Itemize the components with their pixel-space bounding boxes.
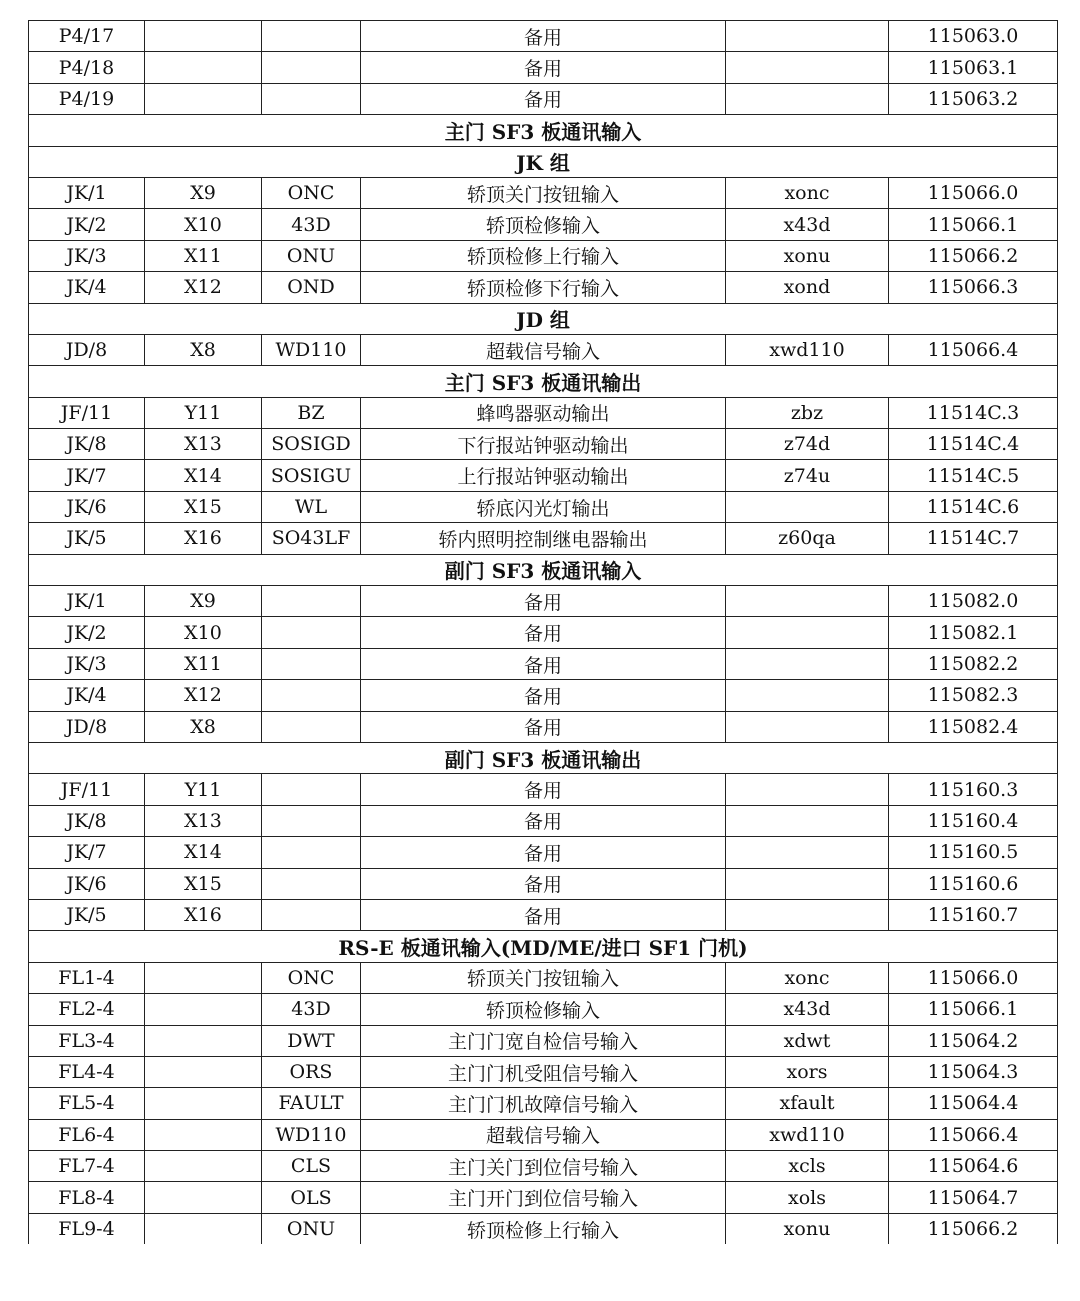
address-cell: 115066.4 bbox=[889, 334, 1058, 365]
terminal-cell: JK/5 bbox=[29, 899, 145, 930]
address-cell: 115066.4 bbox=[889, 1119, 1058, 1150]
table-row bbox=[29, 774, 1058, 805]
variable-cell: xwd110 bbox=[726, 1119, 889, 1150]
terminal-cell: JK/4 bbox=[29, 272, 145, 303]
table-row bbox=[29, 711, 1058, 742]
section-header-row bbox=[29, 742, 1058, 773]
terminal-cell: JF/11 bbox=[29, 397, 145, 428]
terminal-cell: JD/8 bbox=[29, 334, 145, 365]
table-row bbox=[29, 83, 1058, 114]
description-cell: 主门关门到位信号输入 bbox=[361, 1151, 726, 1182]
description-cell: 轿顶检修输入 bbox=[361, 994, 726, 1025]
table-row bbox=[29, 21, 1058, 52]
description-cell: 轿顶关门按钮输入 bbox=[361, 962, 726, 993]
terminal-cell: P4/19 bbox=[29, 83, 145, 114]
variable-cell bbox=[726, 491, 889, 522]
io-cell: X13 bbox=[145, 429, 262, 460]
description-cell: 备用 bbox=[361, 774, 726, 805]
table-row bbox=[29, 1151, 1058, 1182]
variable-cell bbox=[726, 648, 889, 679]
io-cell: X9 bbox=[145, 177, 262, 208]
signal-cell bbox=[262, 837, 361, 868]
address-cell: 115082.3 bbox=[889, 680, 1058, 711]
terminal-cell: JK/8 bbox=[29, 429, 145, 460]
description-cell: 主门门宽自检信号输入 bbox=[361, 1025, 726, 1056]
description-cell: 下行报站钟驱动输出 bbox=[361, 429, 726, 460]
io-cell: X14 bbox=[145, 460, 262, 491]
address-cell: 115064.6 bbox=[889, 1151, 1058, 1182]
table-row bbox=[29, 1025, 1058, 1056]
description-cell: 轿顶关门按钮输入 bbox=[361, 177, 726, 208]
table-row bbox=[29, 523, 1058, 554]
terminal-cell: JK/7 bbox=[29, 837, 145, 868]
io-cell bbox=[145, 1088, 262, 1119]
table-row bbox=[29, 1213, 1058, 1244]
address-cell: 115063.1 bbox=[889, 52, 1058, 83]
variable-cell: xonc bbox=[726, 177, 889, 208]
signal-cell bbox=[262, 83, 361, 114]
description-cell: 轿顶检修上行输入 bbox=[361, 1213, 726, 1244]
description-cell: 轿顶检修输入 bbox=[361, 209, 726, 240]
table-row bbox=[29, 272, 1058, 303]
signal-cell: WD110 bbox=[262, 334, 361, 365]
variable-cell bbox=[726, 899, 889, 930]
io-cell: X16 bbox=[145, 523, 262, 554]
signal-cell bbox=[262, 774, 361, 805]
terminal-cell: JK/5 bbox=[29, 523, 145, 554]
variable-cell bbox=[726, 711, 889, 742]
signal-cell bbox=[262, 805, 361, 836]
address-cell: 11514C.6 bbox=[889, 491, 1058, 522]
description-cell: 备用 bbox=[361, 899, 726, 930]
table-row bbox=[29, 586, 1058, 617]
address-cell: 115066.3 bbox=[889, 272, 1058, 303]
description-cell: 轿顶检修下行输入 bbox=[361, 272, 726, 303]
terminal-cell: JK/1 bbox=[29, 177, 145, 208]
description-cell: 备用 bbox=[361, 617, 726, 648]
signal-cell: ONU bbox=[262, 1213, 361, 1244]
variable-cell: xcls bbox=[726, 1151, 889, 1182]
description-cell: 备用 bbox=[361, 21, 726, 52]
section-header: RS-E 板通讯输入(MD/ME/进口 SF1 门机) bbox=[29, 931, 1058, 962]
section-header: JK 组 bbox=[29, 146, 1058, 177]
variable-cell: xonu bbox=[726, 240, 889, 271]
signal-cell: DWT bbox=[262, 1025, 361, 1056]
terminal-cell: JK/6 bbox=[29, 491, 145, 522]
terminal-cell: FL8-4 bbox=[29, 1182, 145, 1213]
address-cell: 11514C.7 bbox=[889, 523, 1058, 554]
address-cell: 115064.2 bbox=[889, 1025, 1058, 1056]
address-cell: 115064.7 bbox=[889, 1182, 1058, 1213]
table-row bbox=[29, 1182, 1058, 1213]
table-row bbox=[29, 177, 1058, 208]
variable-cell bbox=[726, 774, 889, 805]
variable-cell: xdwt bbox=[726, 1025, 889, 1056]
terminal-cell: JF/11 bbox=[29, 774, 145, 805]
io-cell: X13 bbox=[145, 805, 262, 836]
signal-cell: WL bbox=[262, 491, 361, 522]
terminal-cell: JK/4 bbox=[29, 680, 145, 711]
variable-cell: x43d bbox=[726, 994, 889, 1025]
io-cell: X8 bbox=[145, 334, 262, 365]
terminal-cell: FL5-4 bbox=[29, 1088, 145, 1119]
signal-cell: WD110 bbox=[262, 1119, 361, 1150]
table-row bbox=[29, 648, 1058, 679]
address-cell: 115066.1 bbox=[889, 994, 1058, 1025]
table-row bbox=[29, 334, 1058, 365]
section-header: 主门 SF3 板通讯输出 bbox=[29, 366, 1058, 397]
terminal-cell: FL6-4 bbox=[29, 1119, 145, 1150]
terminal-cell: FL1-4 bbox=[29, 962, 145, 993]
address-cell: 115082.4 bbox=[889, 711, 1058, 742]
variable-cell: z74u bbox=[726, 460, 889, 491]
io-cell: X10 bbox=[145, 209, 262, 240]
variable-cell: z74d bbox=[726, 429, 889, 460]
io-cell: X11 bbox=[145, 648, 262, 679]
io-cell: X14 bbox=[145, 837, 262, 868]
signal-cell: SO43LF bbox=[262, 523, 361, 554]
description-cell: 轿底闪光灯输出 bbox=[361, 491, 726, 522]
io-cell bbox=[145, 52, 262, 83]
table-row bbox=[29, 868, 1058, 899]
terminal-cell: JK/2 bbox=[29, 209, 145, 240]
terminal-cell: JK/3 bbox=[29, 648, 145, 679]
description-cell: 备用 bbox=[361, 680, 726, 711]
terminal-cell: JK/8 bbox=[29, 805, 145, 836]
description-cell: 主门门机受阻信号输入 bbox=[361, 1056, 726, 1087]
io-cell: X15 bbox=[145, 868, 262, 899]
signal-cell bbox=[262, 21, 361, 52]
signal-cell bbox=[262, 899, 361, 930]
terminal-cell: JK/6 bbox=[29, 868, 145, 899]
table-row bbox=[29, 209, 1058, 240]
signal-cell: OND bbox=[262, 272, 361, 303]
address-cell: 115066.0 bbox=[889, 962, 1058, 993]
address-cell: 115066.2 bbox=[889, 1213, 1058, 1244]
address-cell: 11514C.4 bbox=[889, 429, 1058, 460]
io-mapping-table bbox=[28, 20, 1058, 1244]
description-cell: 备用 bbox=[361, 837, 726, 868]
variable-cell bbox=[726, 617, 889, 648]
signal-cell bbox=[262, 680, 361, 711]
io-cell: X12 bbox=[145, 272, 262, 303]
address-cell: 115082.2 bbox=[889, 648, 1058, 679]
io-cell: X12 bbox=[145, 680, 262, 711]
io-cell bbox=[145, 1213, 262, 1244]
section-header-row bbox=[29, 146, 1058, 177]
variable-cell bbox=[726, 868, 889, 899]
variable-cell: xwd110 bbox=[726, 334, 889, 365]
section-header-row bbox=[29, 931, 1058, 962]
description-cell: 备用 bbox=[361, 711, 726, 742]
section-header: 副门 SF3 板通讯输出 bbox=[29, 742, 1058, 773]
address-cell: 115066.0 bbox=[889, 177, 1058, 208]
table-row bbox=[29, 899, 1058, 930]
variable-cell bbox=[726, 805, 889, 836]
io-cell: Y11 bbox=[145, 397, 262, 428]
io-cell: X11 bbox=[145, 240, 262, 271]
io-cell bbox=[145, 83, 262, 114]
terminal-cell: JK/3 bbox=[29, 240, 145, 271]
signal-cell bbox=[262, 648, 361, 679]
address-cell: 115160.6 bbox=[889, 868, 1058, 899]
io-cell: X9 bbox=[145, 586, 262, 617]
io-cell bbox=[145, 994, 262, 1025]
table-row bbox=[29, 429, 1058, 460]
description-cell: 主门门机故障信号输入 bbox=[361, 1088, 726, 1119]
variable-cell: xonc bbox=[726, 962, 889, 993]
io-cell: X16 bbox=[145, 899, 262, 930]
description-cell: 备用 bbox=[361, 805, 726, 836]
section-header: 主门 SF3 板通讯输入 bbox=[29, 115, 1058, 146]
io-cell: X15 bbox=[145, 491, 262, 522]
variable-cell: xonu bbox=[726, 1213, 889, 1244]
io-cell: X10 bbox=[145, 617, 262, 648]
description-cell: 上行报站钟驱动输出 bbox=[361, 460, 726, 491]
address-cell: 115064.3 bbox=[889, 1056, 1058, 1087]
variable-cell: x43d bbox=[726, 209, 889, 240]
signal-cell bbox=[262, 52, 361, 83]
signal-cell: SOSIGU bbox=[262, 460, 361, 491]
variable-cell bbox=[726, 837, 889, 868]
address-cell: 115160.5 bbox=[889, 837, 1058, 868]
terminal-cell: FL9-4 bbox=[29, 1213, 145, 1244]
signal-cell: FAULT bbox=[262, 1088, 361, 1119]
description-cell: 超载信号输入 bbox=[361, 334, 726, 365]
variable-cell bbox=[726, 680, 889, 711]
address-cell: 115066.1 bbox=[889, 209, 1058, 240]
signal-cell: ONC bbox=[262, 177, 361, 208]
table-row bbox=[29, 52, 1058, 83]
terminal-cell: FL3-4 bbox=[29, 1025, 145, 1056]
terminal-cell: FL7-4 bbox=[29, 1151, 145, 1182]
address-cell: 115082.0 bbox=[889, 586, 1058, 617]
signal-cell: 43D bbox=[262, 209, 361, 240]
signal-cell bbox=[262, 586, 361, 617]
description-cell: 蜂鸣器驱动输出 bbox=[361, 397, 726, 428]
address-cell: 115063.0 bbox=[889, 21, 1058, 52]
terminal-cell: P4/17 bbox=[29, 21, 145, 52]
signal-cell bbox=[262, 868, 361, 899]
signal-cell: 43D bbox=[262, 994, 361, 1025]
address-cell: 115063.2 bbox=[889, 83, 1058, 114]
terminal-cell: JK/2 bbox=[29, 617, 145, 648]
table-body bbox=[29, 21, 1058, 1245]
description-cell: 备用 bbox=[361, 648, 726, 679]
variable-cell: xond bbox=[726, 272, 889, 303]
signal-cell: OLS bbox=[262, 1182, 361, 1213]
section-header-row bbox=[29, 366, 1058, 397]
terminal-cell: P4/18 bbox=[29, 52, 145, 83]
description-cell: 备用 bbox=[361, 52, 726, 83]
table-row bbox=[29, 1056, 1058, 1087]
terminal-cell: JD/8 bbox=[29, 711, 145, 742]
io-cell bbox=[145, 1025, 262, 1056]
variable-cell bbox=[726, 83, 889, 114]
signal-cell: ONU bbox=[262, 240, 361, 271]
terminal-cell: FL4-4 bbox=[29, 1056, 145, 1087]
terminal-cell: FL2-4 bbox=[29, 994, 145, 1025]
io-cell bbox=[145, 1119, 262, 1150]
description-cell: 备用 bbox=[361, 868, 726, 899]
description-cell: 备用 bbox=[361, 83, 726, 114]
address-cell: 115160.3 bbox=[889, 774, 1058, 805]
table-row bbox=[29, 1088, 1058, 1119]
io-cell bbox=[145, 21, 262, 52]
variable-cell: xols bbox=[726, 1182, 889, 1213]
description-cell: 主门开门到位信号输入 bbox=[361, 1182, 726, 1213]
description-cell: 超载信号输入 bbox=[361, 1119, 726, 1150]
description-cell: 备用 bbox=[361, 586, 726, 617]
table-row bbox=[29, 994, 1058, 1025]
signal-cell: ORS bbox=[262, 1056, 361, 1087]
table-row bbox=[29, 962, 1058, 993]
section-header-row bbox=[29, 554, 1058, 585]
io-cell: Y11 bbox=[145, 774, 262, 805]
signal-cell: ONC bbox=[262, 962, 361, 993]
signal-cell: CLS bbox=[262, 1151, 361, 1182]
signal-cell bbox=[262, 617, 361, 648]
address-cell: 115082.1 bbox=[889, 617, 1058, 648]
signal-cell bbox=[262, 711, 361, 742]
table-row bbox=[29, 397, 1058, 428]
table-row bbox=[29, 837, 1058, 868]
table-row bbox=[29, 460, 1058, 491]
address-cell: 115160.4 bbox=[889, 805, 1058, 836]
table-row bbox=[29, 805, 1058, 836]
table-row bbox=[29, 240, 1058, 271]
address-cell: 11514C.3 bbox=[889, 397, 1058, 428]
address-cell: 115160.7 bbox=[889, 899, 1058, 930]
description-cell: 轿内照明控制继电器输出 bbox=[361, 523, 726, 554]
table-row bbox=[29, 680, 1058, 711]
address-cell: 115064.4 bbox=[889, 1088, 1058, 1119]
variable-cell bbox=[726, 52, 889, 83]
variable-cell: xors bbox=[726, 1056, 889, 1087]
variable-cell: zbz bbox=[726, 397, 889, 428]
terminal-cell: JK/7 bbox=[29, 460, 145, 491]
table-row bbox=[29, 491, 1058, 522]
io-cell bbox=[145, 1056, 262, 1087]
variable-cell bbox=[726, 586, 889, 617]
variable-cell bbox=[726, 21, 889, 52]
signal-cell: BZ bbox=[262, 397, 361, 428]
io-cell bbox=[145, 1151, 262, 1182]
variable-cell: xfault bbox=[726, 1088, 889, 1119]
io-cell: X8 bbox=[145, 711, 262, 742]
signal-cell: SOSIGD bbox=[262, 429, 361, 460]
table-row bbox=[29, 1119, 1058, 1150]
variable-cell: z60qa bbox=[726, 523, 889, 554]
section-header-row bbox=[29, 303, 1058, 334]
table-row bbox=[29, 617, 1058, 648]
terminal-cell: JK/1 bbox=[29, 586, 145, 617]
address-cell: 11514C.5 bbox=[889, 460, 1058, 491]
section-header-row bbox=[29, 115, 1058, 146]
section-header: JD 组 bbox=[29, 303, 1058, 334]
address-cell: 115066.2 bbox=[889, 240, 1058, 271]
description-cell: 轿顶检修上行输入 bbox=[361, 240, 726, 271]
io-cell bbox=[145, 1182, 262, 1213]
io-cell bbox=[145, 962, 262, 993]
section-header: 副门 SF3 板通讯输入 bbox=[29, 554, 1058, 585]
